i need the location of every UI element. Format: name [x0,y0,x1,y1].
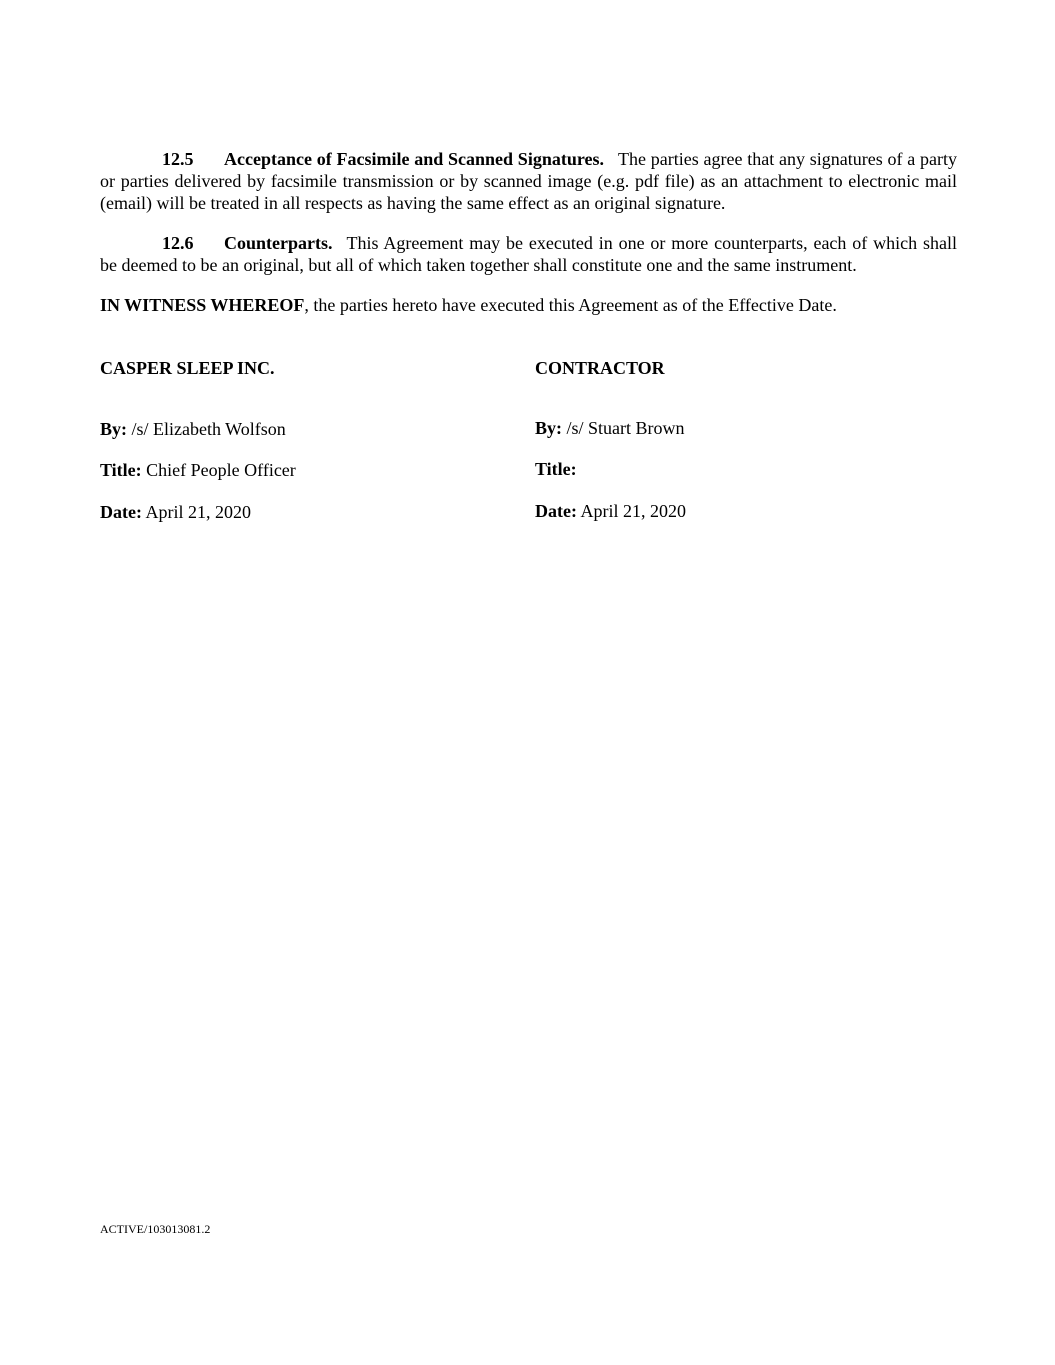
date-value: April 21, 2020 [580,501,686,521]
witness-text: , the parties hereto have executed this Agreement as of the Effective Date. [304,295,837,315]
date-value: April 21, 2020 [145,502,251,522]
date-label: Date: [535,501,577,521]
witness-clause [100,294,957,316]
company-by-line [100,418,286,440]
by-value: /s/ Stuart Brown [566,418,685,438]
contractor-party-name: CONTRACTOR [535,358,665,378]
witness-lead: IN WITNESS WHEREOF [100,295,305,315]
section-heading: Acceptance of Facsimile and Scanned Signatures. [224,149,604,169]
by-label: By: [535,418,562,438]
section-body: The parties agree that any signatures of a party or parties delivered by facsimile transmission or by scanned image (e.g. pdf file) as an attachment to electronic mail (email) will be treated in all respects as having the same effect as an original signature. [100,149,957,213]
date-label: Date: [100,502,142,522]
section-12-5 [100,148,957,214]
document-id-footer: ACTIVE/103013081.2 [100,1222,211,1236]
contractor-date-line [535,500,686,522]
company-date-line [100,501,251,523]
by-value: /s/ Elizabeth Wolfson [131,419,286,439]
company-title-line [100,459,296,481]
title-value: Chief People Officer [146,460,296,480]
title-label: Title: [535,459,577,479]
section-number: 12.5 [162,149,194,169]
section-12-6 [100,232,957,276]
section-number: 12.6 [162,233,194,253]
contractor-by-line [535,417,685,439]
by-label: By: [100,419,127,439]
section-body: This Agreement may be executed in one or more counterparts, each of which shall be deemed to be an original, but all of which taken together shall constitute one and the same instrument. [100,233,957,275]
contractor-title-line [535,458,577,480]
section-heading: Counterparts. [224,233,333,253]
company-party-name: CASPER SLEEP INC. [100,358,275,378]
title-label: Title: [100,460,142,480]
